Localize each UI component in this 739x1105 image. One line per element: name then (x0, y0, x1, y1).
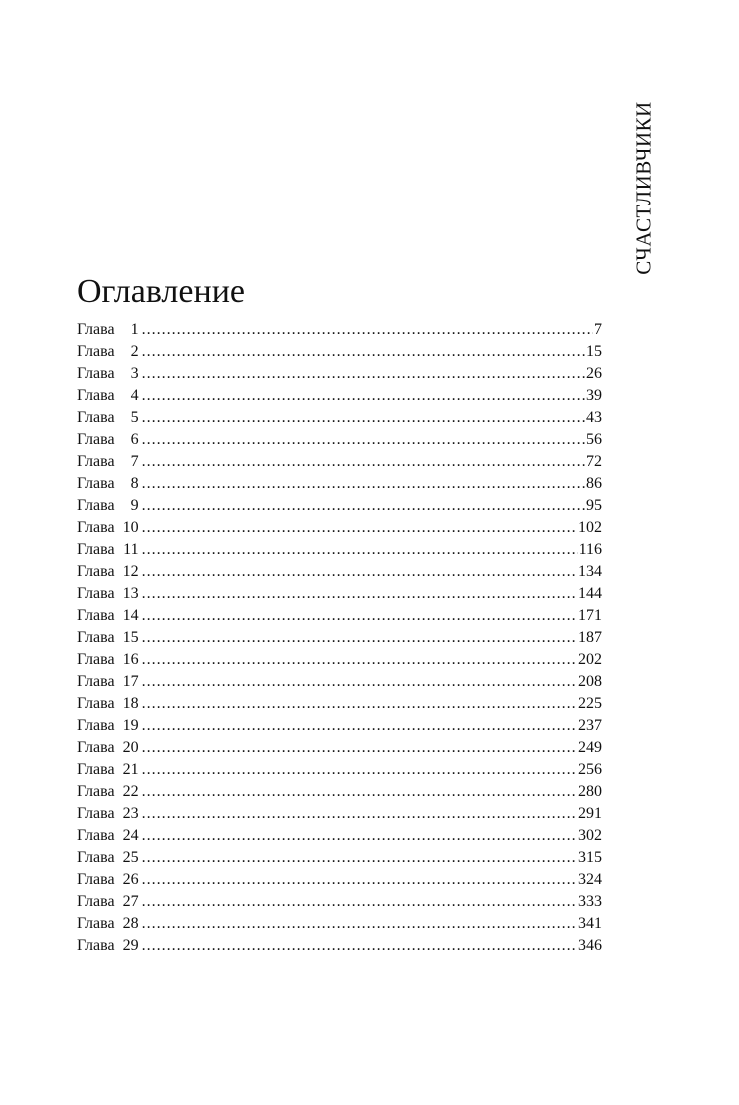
toc-entry[interactable] (77, 341, 602, 363)
toc-entry-page: 86 (586, 475, 602, 492)
toc-entry[interactable] (77, 693, 602, 715)
toc-entry-label: Глава (77, 937, 115, 954)
toc-entry-number: 13 (122, 585, 139, 602)
dot-leader (142, 539, 578, 561)
toc-entry-page: 102 (578, 519, 602, 536)
toc-entry-number: 3 (130, 365, 139, 382)
toc-entry-label: Глава (77, 673, 115, 690)
dot-leader (142, 451, 585, 473)
toc-entry-number: 29 (122, 937, 139, 954)
toc-entry-label: Глава (77, 321, 115, 338)
toc-entry-number: 7 (130, 453, 139, 470)
dot-leader (142, 847, 577, 869)
toc-entry-label: Глава (77, 497, 115, 514)
toc-entry-number: 27 (122, 893, 139, 910)
toc-entry[interactable] (77, 803, 602, 825)
toc-entry-page: 324 (578, 871, 602, 888)
toc-entry-number: 10 (122, 519, 139, 536)
toc-entry-page: 171 (578, 607, 602, 624)
toc-entry[interactable] (77, 935, 602, 957)
toc-entry[interactable] (77, 473, 602, 495)
toc-entry-number: 20 (122, 739, 139, 756)
toc-entry-page: 39 (586, 387, 602, 404)
dot-leader (142, 803, 577, 825)
dot-leader (142, 407, 585, 429)
toc-entry[interactable] (77, 671, 602, 693)
toc-entry[interactable] (77, 451, 602, 473)
toc-entry-label: Глава (77, 343, 115, 360)
dot-leader (142, 825, 577, 847)
toc-entry-label: Глава (77, 519, 115, 536)
toc-entry[interactable] (77, 737, 602, 759)
toc-entry[interactable] (77, 407, 602, 429)
toc-entry[interactable] (77, 539, 602, 561)
toc-entry-number: 17 (122, 673, 139, 690)
toc-entry-label: Глава (77, 475, 115, 492)
running-head: СЧАСТЛИВЧИКИ (631, 101, 656, 275)
toc-entry-page: 144 (578, 585, 602, 602)
dot-leader (142, 605, 577, 627)
dot-leader (142, 319, 593, 341)
toc-entry-label: Глава (77, 541, 115, 558)
toc-entry[interactable] (77, 429, 602, 451)
toc-entry-label: Глава (77, 805, 115, 822)
dot-leader (142, 385, 585, 407)
toc-entry-label: Глава (77, 871, 115, 888)
toc-entry-number: 12 (122, 563, 139, 580)
toc-entry[interactable] (77, 363, 602, 385)
toc-entry-number: 2 (130, 343, 139, 360)
dot-leader (142, 671, 577, 693)
dot-leader (142, 429, 585, 451)
toc-entry-page: 280 (578, 783, 602, 800)
toc-entry-page: 15 (586, 343, 602, 360)
toc-entry-page: 302 (578, 827, 602, 844)
toc-entry-number: 16 (122, 651, 139, 668)
toc-entry[interactable] (77, 847, 602, 869)
toc-entry-label: Глава (77, 761, 115, 778)
toc-entry-page: 134 (578, 563, 602, 580)
toc-entry-label: Глава (77, 431, 115, 448)
toc-entry-page: 72 (586, 453, 602, 470)
toc-entry-number: 22 (122, 783, 139, 800)
dot-leader (142, 517, 577, 539)
toc-entry[interactable] (77, 385, 602, 407)
toc-entry[interactable] (77, 715, 602, 737)
toc-entry[interactable] (77, 891, 602, 913)
toc-entry-number: 24 (122, 827, 139, 844)
toc-entry-page: 202 (578, 651, 602, 668)
toc-list (77, 319, 602, 957)
toc-entry-page: 43 (586, 409, 602, 426)
toc-entry-page: 26 (586, 365, 602, 382)
toc-entry[interactable] (77, 649, 602, 671)
toc-entry-label: Глава (77, 629, 115, 646)
dot-leader (142, 561, 577, 583)
page-title: Оглавление (77, 273, 245, 310)
toc-entry-page: 256 (578, 761, 602, 778)
toc-entry-label: Глава (77, 453, 115, 470)
toc-entry-number: 11 (123, 541, 139, 558)
toc-entry-label: Глава (77, 585, 115, 602)
toc-entry-label: Глава (77, 827, 115, 844)
dot-leader (142, 627, 577, 649)
toc-entry[interactable] (77, 913, 602, 935)
toc-entry-page: 56 (586, 431, 602, 448)
toc-entry-page: 7 (594, 321, 602, 338)
toc-entry-label: Глава (77, 849, 115, 866)
toc-entry-page: 237 (578, 717, 602, 734)
toc-entry-number: 14 (122, 607, 139, 624)
dot-leader (142, 341, 585, 363)
toc-entry[interactable] (77, 759, 602, 781)
toc-entry[interactable] (77, 319, 602, 341)
toc-entry-label: Глава (77, 783, 115, 800)
toc-entry[interactable] (77, 781, 602, 803)
toc-entry-label: Глава (77, 563, 115, 580)
toc-entry-label: Глава (77, 717, 115, 734)
toc-entry[interactable] (77, 561, 602, 583)
toc-entry-label: Глава (77, 365, 115, 382)
dot-leader (142, 583, 577, 605)
toc-entry[interactable] (77, 627, 602, 649)
dot-leader (142, 935, 577, 957)
toc-entry-number: 25 (122, 849, 139, 866)
toc-entry-number: 23 (122, 805, 139, 822)
toc-entry-page: 116 (578, 541, 602, 558)
toc-entry[interactable] (77, 869, 602, 891)
toc-entry[interactable] (77, 517, 602, 539)
toc-entry-number: 6 (130, 431, 139, 448)
toc-entry-page: 346 (578, 937, 602, 954)
dot-leader (142, 473, 585, 495)
toc-entry-page: 315 (578, 849, 602, 866)
dot-leader (142, 649, 577, 671)
toc-entry-number: 4 (130, 387, 139, 404)
toc-entry[interactable] (77, 583, 602, 605)
dot-leader (142, 715, 577, 737)
toc-entry-label: Глава (77, 915, 115, 932)
toc-entry-number: 26 (122, 871, 139, 888)
toc-entry-number: 28 (122, 915, 139, 932)
dot-leader (142, 693, 577, 715)
dot-leader (142, 913, 577, 935)
toc-entry-label: Глава (77, 607, 115, 624)
toc-entry-number: 1 (130, 321, 139, 338)
dot-leader (142, 759, 577, 781)
toc-entry-page: 95 (586, 497, 602, 514)
toc-entry-label: Глава (77, 387, 115, 404)
toc-entry-label: Глава (77, 695, 115, 712)
toc-entry-number: 21 (122, 761, 139, 778)
toc-entry-label: Глава (77, 409, 115, 426)
toc-entry-number: 19 (122, 717, 139, 734)
toc-entry-number: 8 (130, 475, 139, 492)
toc-entry-number: 15 (122, 629, 139, 646)
toc-entry[interactable] (77, 495, 602, 517)
toc-entry-label: Глава (77, 739, 115, 756)
toc-entry-label: Глава (77, 893, 115, 910)
toc-entry-number: 5 (130, 409, 139, 426)
toc-entry-number: 18 (122, 695, 139, 712)
toc-entry[interactable] (77, 825, 602, 847)
toc-entry-page: 341 (578, 915, 602, 932)
dot-leader (142, 363, 585, 385)
toc-entry[interactable] (77, 605, 602, 627)
toc-entry-page: 249 (578, 739, 602, 756)
toc-entry-page: 225 (578, 695, 602, 712)
dot-leader (142, 495, 585, 517)
dot-leader (142, 737, 577, 759)
toc-entry-page: 333 (578, 893, 602, 910)
toc-entry-label: Глава (77, 651, 115, 668)
dot-leader (142, 891, 577, 913)
toc-entry-number: 9 (130, 497, 139, 514)
dot-leader (142, 781, 577, 803)
toc-entry-page: 291 (578, 805, 602, 822)
toc-entry-page: 187 (578, 629, 602, 646)
toc-entry-page: 208 (578, 673, 602, 690)
dot-leader (142, 869, 577, 891)
